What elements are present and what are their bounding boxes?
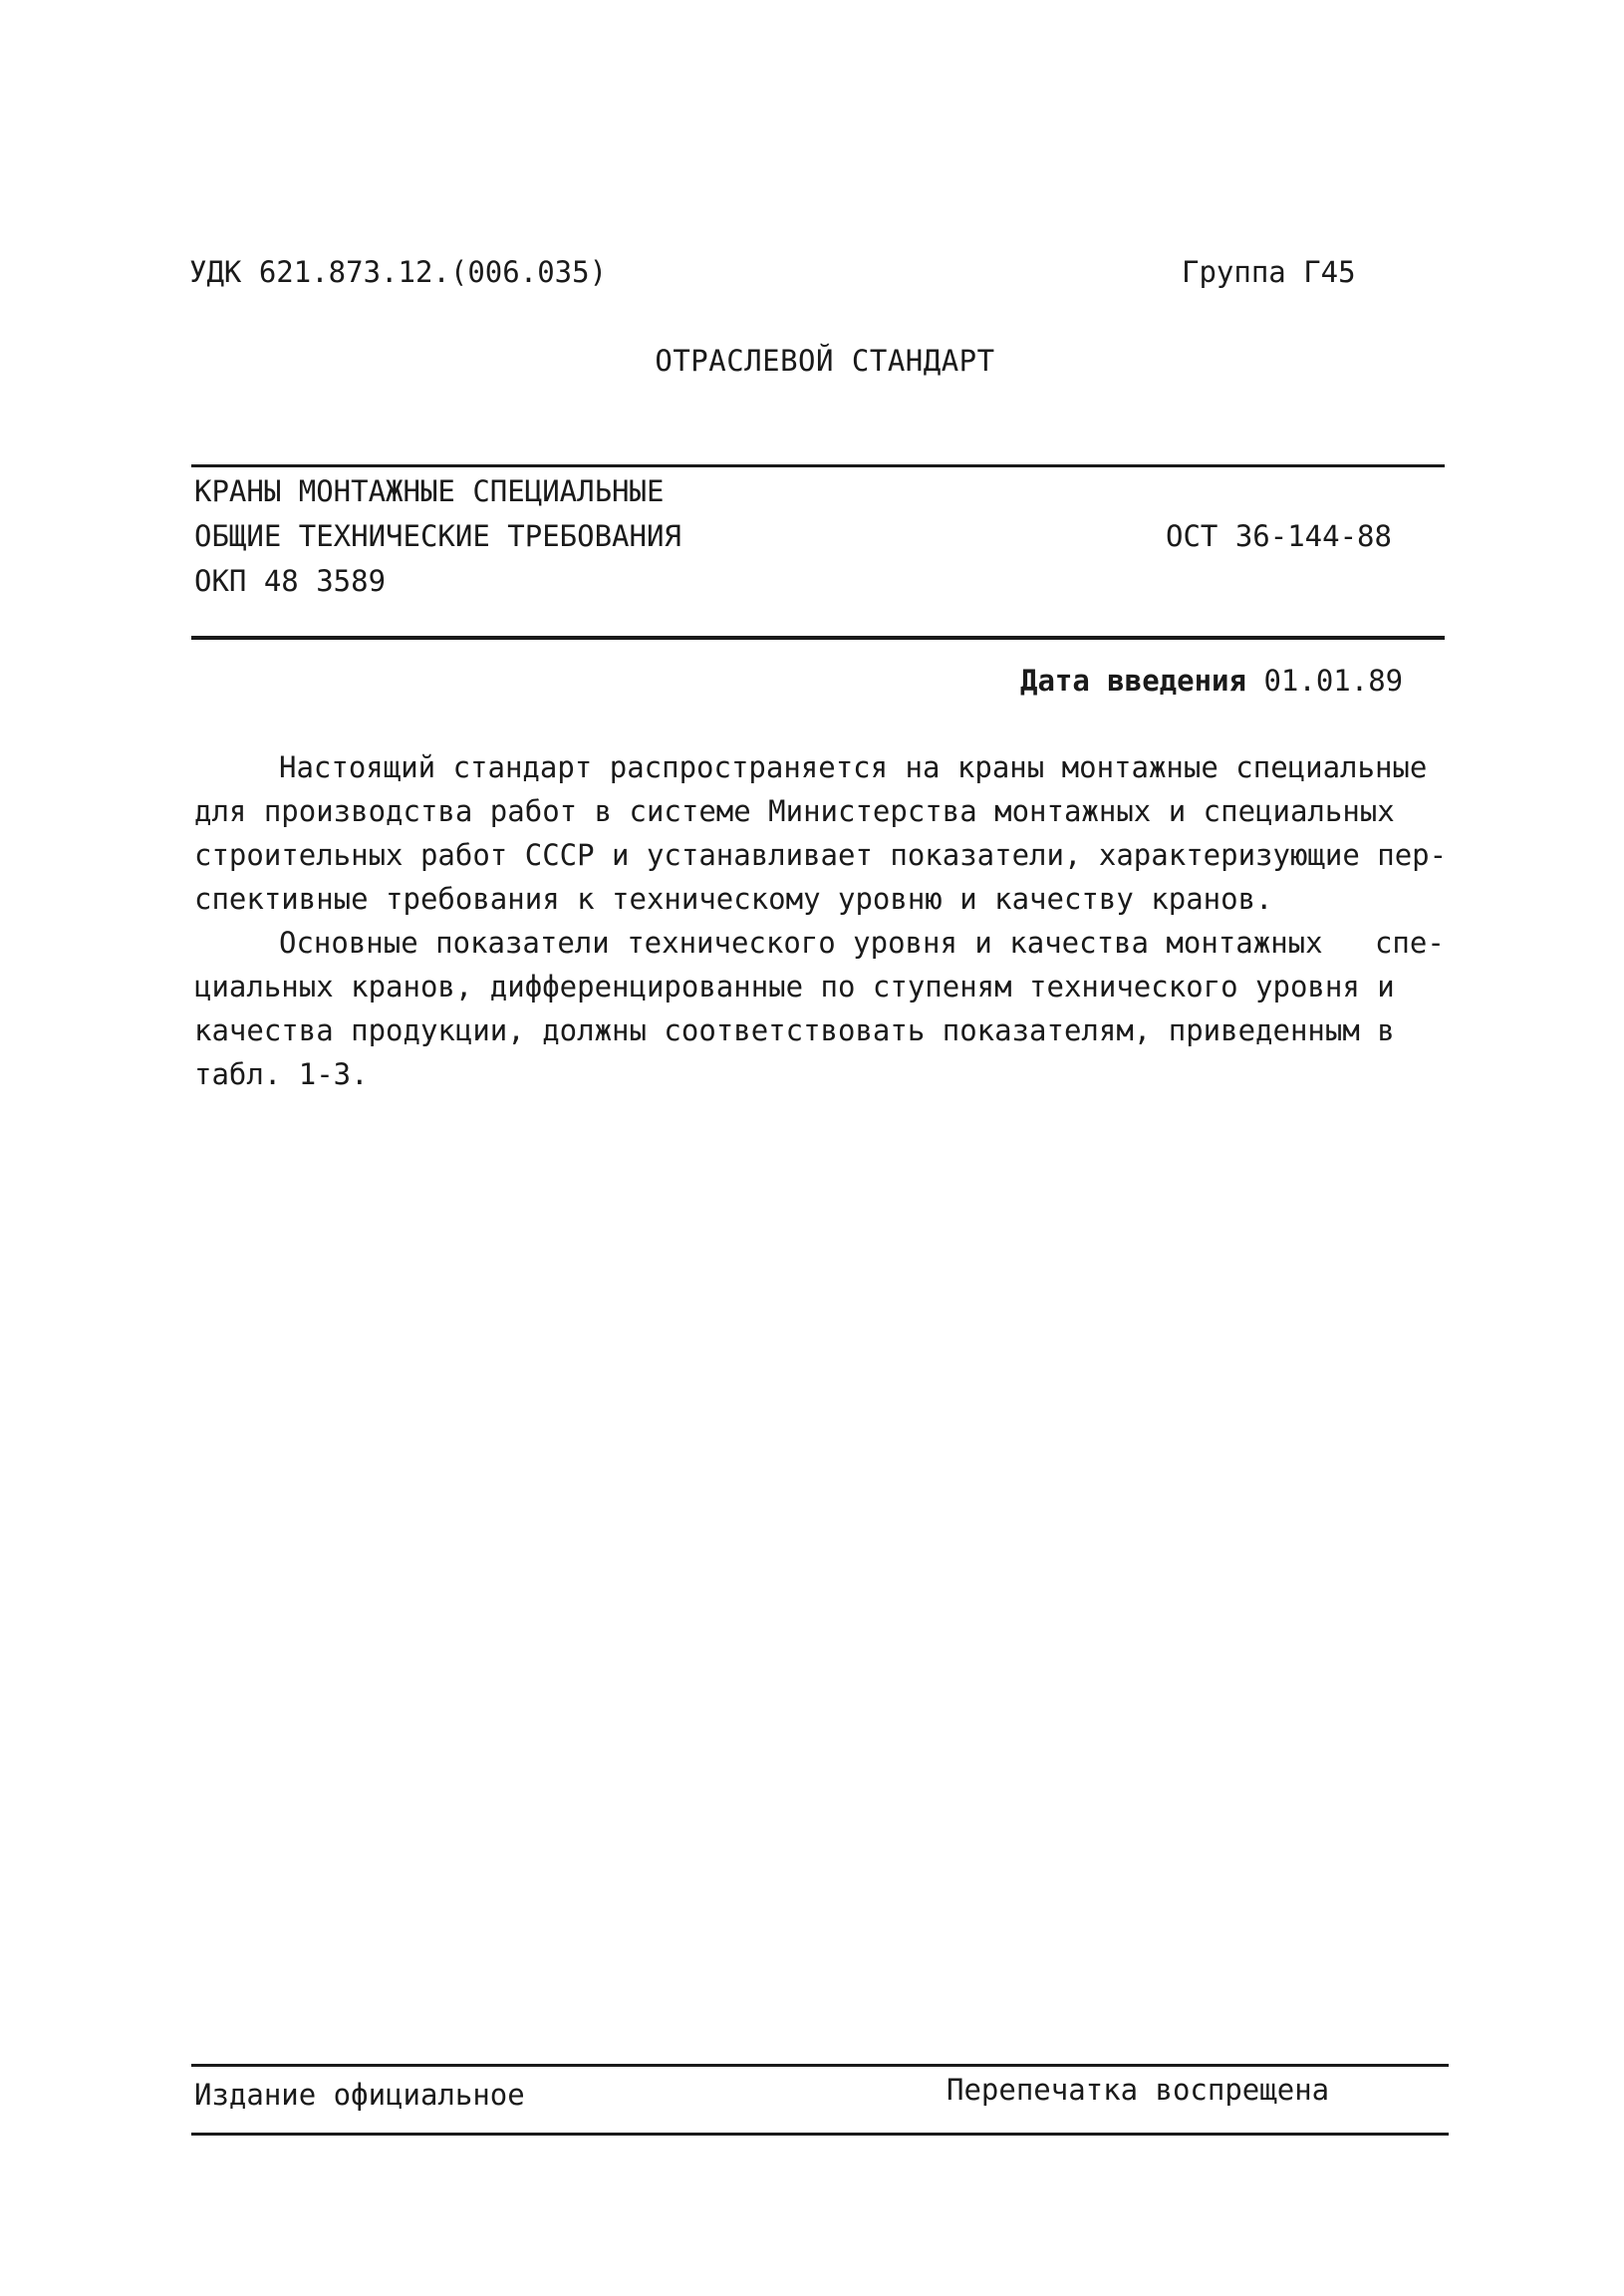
body-p1-line2: для производства работ в системе Министерства монтажных и специальных — [194, 794, 1395, 828]
intro-date-value: 01.01.89 — [1263, 664, 1404, 698]
header-rule-top — [191, 464, 1445, 467]
header-rule-bottom — [191, 636, 1445, 640]
body-p2-line1: Основные показатели технического уровня и качества монтажных спе- — [279, 926, 1445, 960]
standard-title-line2: ОБЩИЕ ТЕХНИЧЕСКИЕ ТРЕБОВАНИЯ — [194, 519, 681, 553]
footer-rule-top — [191, 2064, 1449, 2067]
footer-rule-bottom — [191, 2133, 1449, 2136]
intro-date — [1020, 664, 1403, 698]
body-p1-line3: строительных работ СССР и устанавливает показатели, характеризующие пер- — [194, 838, 1448, 872]
udk-code: УДК 621.873.12.(006.035) — [189, 255, 608, 289]
body-p2-line2: циальных кранов, дифференцированные по ступеням технического уровня и — [194, 970, 1395, 1004]
footer-official-edition: Издание официальное — [194, 2078, 525, 2112]
body-p2-line3: качества продукции, должны соответствовать показателям, приведенным в — [194, 1013, 1395, 1047]
standard-title-line1: КРАНЫ МОНТАЖНЫЕ СПЕЦИАЛЬНЫЕ — [194, 474, 665, 508]
ost-code: ОСТ 36-144-88 — [1166, 519, 1392, 553]
okp-code: ОКП 48 3589 — [194, 564, 387, 598]
body-p1-line1: Настоящий стандарт распространяется на краны монтажные специальные — [279, 750, 1428, 784]
footer-reprint-prohibited: Перепечатка воспрещена — [947, 2073, 1330, 2107]
body-p1-line4: спективные требования к техническому уровню и качеству кранов. — [194, 882, 1273, 916]
body-p2-line4: табл. 1-3. — [194, 1057, 369, 1091]
intro-date-label: Дата введения — [1020, 664, 1246, 698]
standard-type-heading: ОТРАСЛЕВОЙ СТАНДАРТ — [655, 344, 995, 378]
group-code: Группа Г45 — [1182, 255, 1356, 289]
